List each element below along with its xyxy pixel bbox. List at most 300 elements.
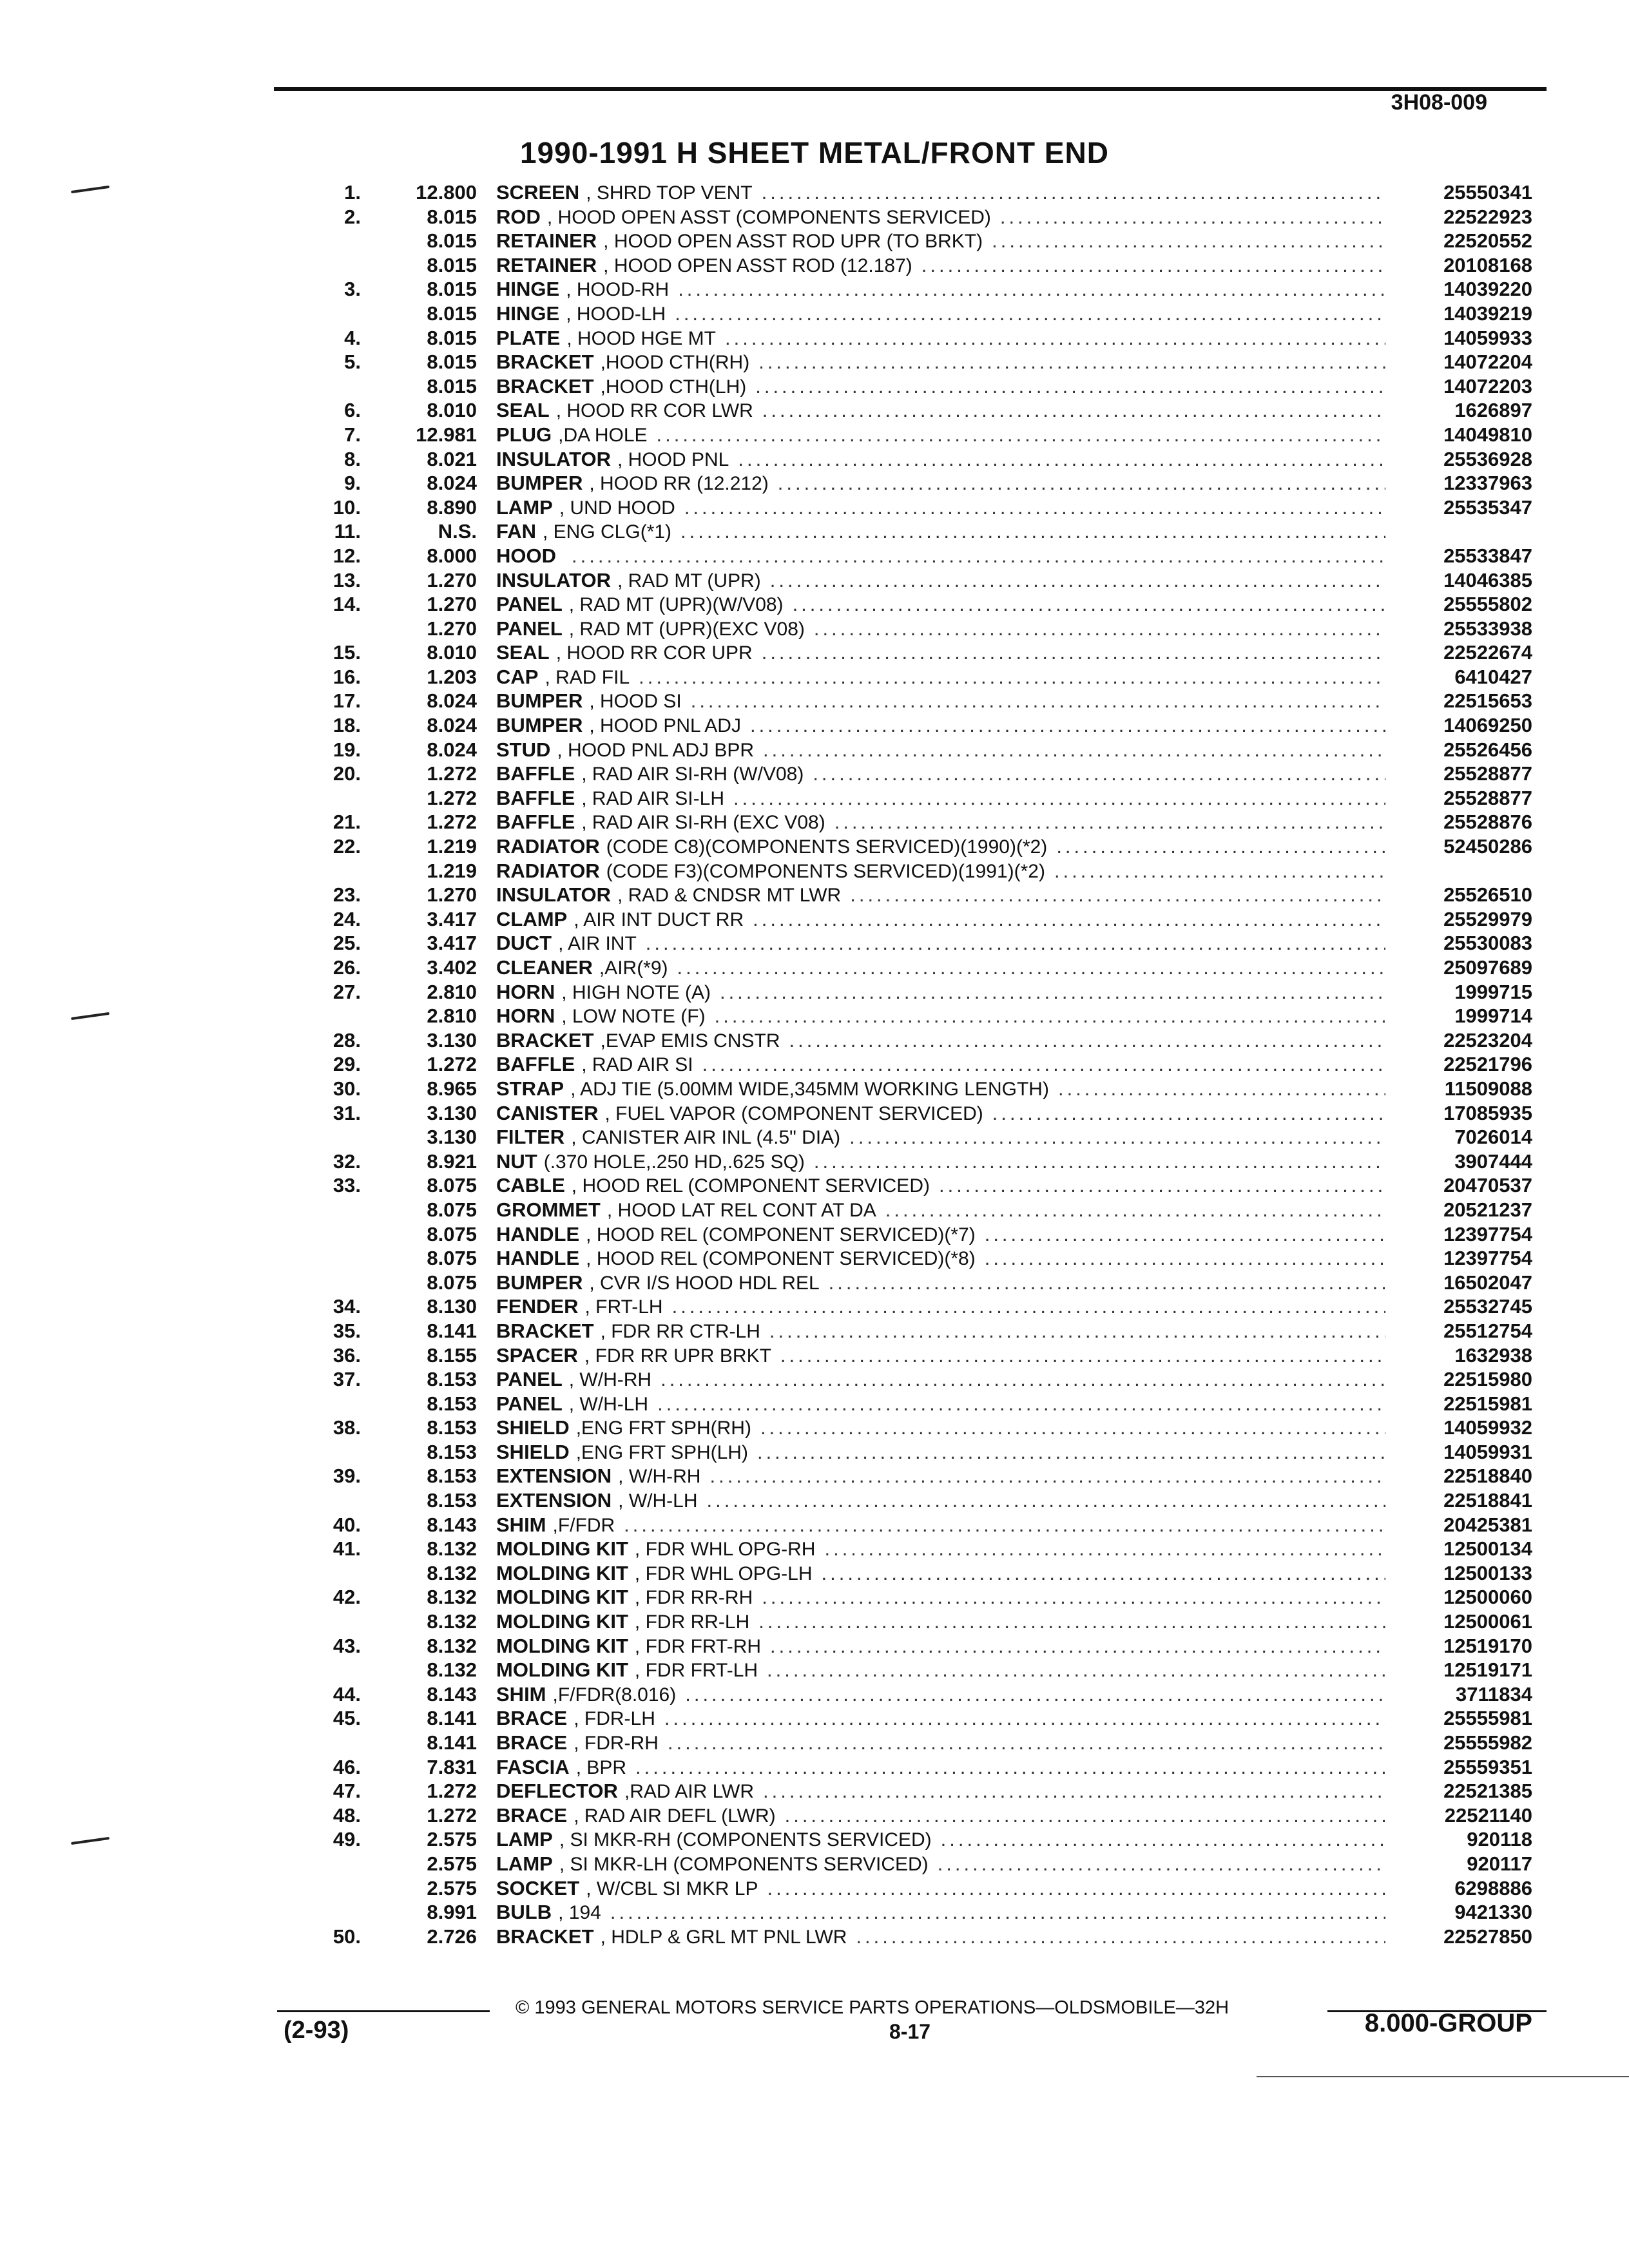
dot-leader <box>563 544 1385 568</box>
part-detail: , RAD & CNDSR MT LWR <box>617 885 842 907</box>
part-description <box>496 519 1385 544</box>
part-row <box>0 1343 1629 1368</box>
item-number: 24. <box>333 907 361 930</box>
part-noun: FILTER <box>496 1126 565 1149</box>
part-row <box>0 1101 1629 1126</box>
part-description <box>496 398 1385 423</box>
part-detail: , W/H-RH <box>568 1369 652 1391</box>
footer-rule <box>277 2010 490 2012</box>
group-number: 3.130 <box>427 1126 477 1149</box>
part-row <box>0 1658 1629 1682</box>
part-description <box>496 980 1385 1005</box>
part-row <box>0 302 1629 326</box>
part-noun: BAFFLE <box>496 811 575 834</box>
dot-leader <box>991 205 1385 229</box>
part-row <box>0 1198 1629 1222</box>
group-number: 8.153 <box>427 1465 477 1488</box>
dot-leader <box>771 1343 1385 1368</box>
part-number: 920117 <box>1467 1852 1532 1875</box>
part-description <box>496 1149 1385 1175</box>
part-description <box>496 1077 1385 1102</box>
part-number: 22515980 <box>1443 1368 1532 1391</box>
dot-leader <box>675 495 1385 520</box>
part-row <box>0 1125 1629 1149</box>
item-number: 46. <box>333 1755 361 1778</box>
item-number: 21. <box>333 811 361 834</box>
part-number: 12500060 <box>1443 1586 1532 1609</box>
item-number: 17. <box>333 689 361 713</box>
part-row <box>0 1682 1629 1707</box>
group-number: 8.024 <box>427 472 477 495</box>
header-rule <box>274 87 1547 91</box>
part-description <box>496 1004 1385 1029</box>
part-row <box>0 471 1629 495</box>
dot-leader <box>983 1101 1385 1126</box>
part-number: 14039219 <box>1443 302 1532 325</box>
group-number: 3.417 <box>427 907 477 930</box>
part-number: 25533847 <box>1443 544 1532 567</box>
part-noun: HINGE <box>496 302 560 325</box>
part-row <box>0 1755 1629 1780</box>
part-description <box>496 1052 1385 1077</box>
part-description <box>496 180 1385 206</box>
dot-leader <box>697 1488 1385 1513</box>
group-number: 8.075 <box>427 1271 477 1294</box>
part-number: 20470537 <box>1443 1174 1532 1197</box>
group-number: 8.015 <box>427 229 477 253</box>
part-noun: RETAINER <box>496 253 597 276</box>
part-row <box>0 1925 1629 1949</box>
part-number: 25512754 <box>1443 1319 1532 1342</box>
dot-leader <box>841 883 1385 907</box>
group-number: 8.153 <box>427 1392 477 1415</box>
part-row <box>0 519 1629 544</box>
part-description <box>496 1367 1385 1392</box>
part-detail: , RAD AIR SI-RH (W/V08) <box>581 764 804 785</box>
part-detail: ,EVAP EMIS CNSTR <box>600 1030 780 1052</box>
item-number: 43. <box>333 1634 361 1657</box>
part-detail: , RAD MT (UPR)(EXC V08) <box>568 618 805 640</box>
dot-leader <box>648 423 1385 447</box>
item-number: 50. <box>333 1925 361 1948</box>
part-description <box>496 883 1385 908</box>
group-number: 8.132 <box>427 1561 477 1584</box>
part-row <box>0 1610 1629 1634</box>
part-detail: , HOOD PNL ADJ BPR <box>557 739 755 761</box>
part-number: 22515653 <box>1443 689 1532 713</box>
item-number: 8. <box>344 447 361 470</box>
part-detail: , HOOD HGE MT <box>566 327 716 349</box>
item-number: 22. <box>333 835 361 858</box>
group-number: 3.130 <box>427 1101 477 1124</box>
dot-leader <box>761 568 1385 593</box>
group-number: 3.417 <box>427 932 477 955</box>
item-number: 1. <box>344 181 361 204</box>
part-noun: BUMPER <box>496 714 583 737</box>
item-number: 27. <box>333 980 361 1003</box>
dot-leader <box>746 374 1385 399</box>
part-detail: , FDR RR UPR BRKT <box>584 1345 771 1367</box>
part-description <box>496 1392 1385 1417</box>
group-number: 7.831 <box>427 1755 477 1778</box>
part-number: 25097689 <box>1443 956 1532 979</box>
dot-leader <box>983 229 1385 253</box>
part-row <box>0 568 1629 593</box>
group-number: 8.153 <box>427 1368 477 1391</box>
page-title: 1990-1991 H SHEET METAL/FRONT END <box>519 136 1109 169</box>
group-number: 1.272 <box>427 1803 477 1827</box>
part-row <box>0 1416 1629 1440</box>
item-number: 34. <box>333 1295 361 1318</box>
part-row <box>0 1852 1629 1876</box>
group-number: 8.132 <box>427 1658 477 1682</box>
date-code: (2-93) <box>284 2017 349 2044</box>
item-number: 12. <box>333 544 361 567</box>
part-description <box>496 1561 1385 1586</box>
group-number: 8.130 <box>427 1295 477 1318</box>
part-number: 14072203 <box>1443 374 1532 398</box>
part-noun: FASCIA <box>496 1755 570 1778</box>
part-detail: , 194 <box>558 1902 601 1924</box>
group-number: 8.143 <box>427 1682 477 1706</box>
part-description <box>496 1731 1385 1756</box>
part-noun: FAN <box>496 520 536 543</box>
part-row <box>0 1537 1629 1561</box>
part-noun: PLATE <box>496 326 561 349</box>
part-number: 14049810 <box>1443 423 1532 446</box>
dot-leader <box>663 1294 1385 1319</box>
part-description <box>496 859 1385 884</box>
part-number: 25526456 <box>1443 738 1532 761</box>
group-number: 2.575 <box>427 1828 477 1851</box>
part-description <box>496 1222 1385 1247</box>
part-number: 12519170 <box>1443 1634 1532 1657</box>
part-noun: SOCKET <box>496 1876 580 1899</box>
part-number: 22520552 <box>1443 229 1532 253</box>
part-row <box>0 859 1629 883</box>
part-detail: , HOOD LAT REL CONT AT DA <box>606 1199 876 1221</box>
part-row <box>0 1561 1629 1586</box>
part-noun: BRACKET <box>496 1319 594 1342</box>
part-row <box>0 980 1629 1004</box>
item-number: 39. <box>333 1465 361 1488</box>
part-number: 12397754 <box>1443 1247 1532 1270</box>
dot-leader <box>700 1464 1385 1488</box>
item-number: 20. <box>333 762 361 785</box>
part-detail: , CANISTER AIR INL (4.5" DIA) <box>571 1127 841 1149</box>
part-row <box>0 1028 1629 1053</box>
part-row <box>0 1876 1629 1901</box>
part-row <box>0 447 1629 472</box>
part-row <box>0 689 1629 713</box>
part-description <box>496 1125 1385 1150</box>
part-number: 6298886 <box>1454 1876 1532 1899</box>
copyright-line: © 1993 GENERAL MOTORS SERVICE PARTS OPERATIONS—OLDSMOBILE—32H <box>516 1997 1229 2018</box>
part-noun: MOLDING KIT <box>496 1586 628 1609</box>
part-number: 16502047 <box>1443 1271 1532 1294</box>
group-number: 8.991 <box>427 1901 477 1924</box>
part-number: 52450286 <box>1443 835 1532 858</box>
item-number: 2. <box>344 205 361 228</box>
part-number: 25550341 <box>1443 181 1532 204</box>
group-number: 8.075 <box>427 1222 477 1245</box>
part-description <box>496 1876 1385 1901</box>
part-number: 14059932 <box>1443 1416 1532 1439</box>
item-number: 4. <box>344 326 361 349</box>
part-description <box>496 931 1385 956</box>
item-number: 30. <box>333 1077 361 1100</box>
item-number: 47. <box>333 1780 361 1803</box>
part-description <box>496 738 1385 763</box>
item-number: 41. <box>333 1537 361 1561</box>
item-number: 49. <box>333 1828 361 1851</box>
item-number: 9. <box>344 472 361 495</box>
part-noun: PANEL <box>496 593 563 616</box>
part-description <box>496 617 1385 642</box>
group-number: 8.015 <box>427 374 477 398</box>
item-number: 31. <box>333 1101 361 1124</box>
group-number: 12.981 <box>416 423 477 446</box>
part-detail: , BPR <box>575 1756 627 1778</box>
part-description <box>496 1173 1385 1198</box>
item-number: 40. <box>333 1513 361 1536</box>
dot-leader <box>976 1246 1385 1271</box>
group-number: 8.153 <box>427 1489 477 1512</box>
part-number: 25532745 <box>1443 1295 1532 1318</box>
group-number: 8.015 <box>427 205 477 228</box>
dot-leader <box>753 640 1385 665</box>
part-noun: BRACKET <box>496 374 594 398</box>
part-description <box>496 907 1385 932</box>
dot-leader <box>1049 1077 1385 1101</box>
part-description <box>496 1900 1385 1925</box>
dot-leader <box>630 665 1385 689</box>
part-number: 12397754 <box>1443 1222 1532 1245</box>
part-row <box>0 1149 1629 1174</box>
item-number: 45. <box>333 1707 361 1730</box>
part-row <box>0 374 1629 399</box>
group-number: 8.075 <box>427 1247 477 1270</box>
part-number: 22518840 <box>1443 1465 1532 1488</box>
part-noun: SHIM <box>496 1513 546 1536</box>
part-description <box>496 640 1385 666</box>
part-detail: , SI MKR-RH (COMPONENTS SERVICED) <box>559 1829 932 1851</box>
dot-leader <box>671 519 1385 544</box>
part-number: 22527850 <box>1443 1925 1532 1948</box>
group-number: 1.270 <box>427 883 477 907</box>
group-number: 8.075 <box>427 1198 477 1221</box>
part-noun: MOLDING KIT <box>496 1537 628 1561</box>
group-number: 1.219 <box>427 859 477 882</box>
part-detail: , SHRD TOP VENT <box>586 182 753 204</box>
part-description <box>496 423 1385 448</box>
part-number: 17085935 <box>1443 1101 1532 1124</box>
group-number: 1.270 <box>427 617 477 640</box>
part-detail: , FRT-LH <box>584 1296 663 1318</box>
part-description <box>496 1319 1385 1344</box>
item-number: 37. <box>333 1368 361 1391</box>
part-detail: , AIR INT <box>558 933 637 955</box>
part-noun: SHIELD <box>496 1416 570 1439</box>
part-noun: SHIELD <box>496 1440 570 1463</box>
part-noun: FENDER <box>496 1295 579 1318</box>
group-number: 1.272 <box>427 1053 477 1076</box>
dot-leader <box>758 1658 1385 1682</box>
part-detail: , HOOD-RH <box>566 279 670 301</box>
part-noun: MOLDING KIT <box>496 1561 628 1584</box>
part-row <box>0 1779 1629 1803</box>
part-noun: CAP <box>496 665 539 688</box>
part-noun: INSULATOR <box>496 883 611 907</box>
item-number: 48. <box>333 1803 361 1827</box>
part-detail: , FDR-LH <box>574 1708 655 1730</box>
part-number: 22521385 <box>1443 1780 1532 1803</box>
dot-leader <box>637 931 1385 956</box>
group-number: 8.021 <box>427 447 477 470</box>
item-number: 26. <box>333 956 361 979</box>
part-number: 3711834 <box>1456 1682 1532 1706</box>
dot-leader <box>626 1755 1385 1780</box>
dot-leader <box>741 713 1385 738</box>
part-description <box>496 1343 1385 1369</box>
item-number: 16. <box>333 665 361 688</box>
part-row <box>0 931 1629 956</box>
part-noun: SEAL <box>496 641 550 664</box>
dot-leader <box>693 1052 1385 1077</box>
part-noun: BUMPER <box>496 472 583 495</box>
dot-leader <box>780 1028 1385 1053</box>
group-number: N.S. <box>438 520 477 543</box>
part-detail: ,HOOD CTH(LH) <box>600 376 747 398</box>
part-number: 14072204 <box>1443 351 1532 374</box>
part-row <box>0 713 1629 738</box>
part-description <box>496 1634 1385 1659</box>
dot-leader <box>716 326 1385 351</box>
dot-leader <box>748 1440 1385 1465</box>
item-number: 42. <box>333 1586 361 1609</box>
part-noun: RADIATOR <box>496 859 600 882</box>
part-noun: NUT <box>496 1149 537 1173</box>
group-number: 1.272 <box>427 1780 477 1803</box>
group-number: 1.270 <box>427 593 477 616</box>
part-number: 7026014 <box>1454 1126 1532 1149</box>
part-description <box>496 1198 1385 1223</box>
part-row <box>0 180 1629 205</box>
part-row <box>0 810 1629 834</box>
part-row <box>0 956 1629 980</box>
part-row <box>0 665 1629 689</box>
group-number: 8.965 <box>427 1077 477 1100</box>
part-number: 25555981 <box>1443 1707 1532 1730</box>
group-number: 8.015 <box>427 326 477 349</box>
part-description <box>496 1294 1385 1320</box>
part-detail: , FDR WHL OPG-RH <box>634 1539 816 1561</box>
part-number: 14059933 <box>1443 326 1532 349</box>
group-number: 1.272 <box>427 762 477 785</box>
item-number: 44. <box>333 1682 361 1706</box>
part-description <box>496 689 1385 714</box>
part-detail: , W/H-RH <box>618 1466 701 1488</box>
dot-leader <box>706 1004 1385 1028</box>
part-description <box>496 1585 1385 1610</box>
item-number: 7. <box>344 423 361 446</box>
part-row <box>0 738 1629 762</box>
group-number: 8.075 <box>427 1174 477 1197</box>
part-number: 3907444 <box>1454 1149 1532 1173</box>
group-number: 8.132 <box>427 1634 477 1657</box>
group-number: 8.132 <box>427 1610 477 1633</box>
part-description <box>496 1440 1385 1465</box>
part-description <box>496 1537 1385 1562</box>
part-noun: BRACE <box>496 1707 568 1730</box>
group-number: 8.153 <box>427 1440 477 1463</box>
item-number: 3. <box>344 278 361 301</box>
part-row <box>0 350 1629 374</box>
part-row <box>0 1052 1629 1077</box>
part-description <box>496 568 1385 593</box>
group-number: 8.015 <box>427 351 477 374</box>
item-number: 29. <box>333 1053 361 1076</box>
part-number: 25528877 <box>1443 786 1532 809</box>
part-noun: BRACKET <box>496 351 594 374</box>
part-row <box>0 1900 1629 1925</box>
part-noun: DEFLECTOR <box>496 1780 618 1803</box>
group-number: 8.153 <box>427 1416 477 1439</box>
part-detail: ,ENG FRT SPH(LH) <box>575 1441 748 1463</box>
group-number: 8.015 <box>427 302 477 325</box>
group-number: 8.010 <box>427 641 477 664</box>
part-row <box>0 1464 1629 1488</box>
part-row <box>0 1294 1629 1319</box>
part-noun: BAFFLE <box>496 1053 575 1076</box>
group-number: 2.810 <box>427 980 477 1003</box>
item-number: 38. <box>333 1416 361 1439</box>
part-detail: , HOOD REL (COMPONENT SERVICED)(*8) <box>586 1248 976 1270</box>
part-detail: , HIGH NOTE (A) <box>561 981 711 1003</box>
part-number: 12500134 <box>1443 1537 1532 1561</box>
part-description <box>496 1706 1385 1731</box>
part-description <box>496 350 1385 375</box>
part-row <box>0 253 1629 278</box>
part-detail: , FDR FRT-LH <box>634 1660 758 1682</box>
dot-leader <box>659 1731 1385 1755</box>
part-number: 1632938 <box>1454 1343 1532 1367</box>
part-detail: , LOW NOTE (F) <box>561 1006 706 1028</box>
group-number: 3.402 <box>427 956 477 979</box>
part-description <box>496 1803 1385 1829</box>
part-number: 6410427 <box>1454 665 1532 688</box>
part-number: 1626897 <box>1454 399 1532 422</box>
dot-leader <box>601 1900 1385 1925</box>
part-number: 920118 <box>1467 1828 1532 1851</box>
part-number: 25528877 <box>1443 762 1532 785</box>
part-number: 9421330 <box>1454 1901 1532 1924</box>
part-detail: ,ENG FRT SPH(RH) <box>575 1418 751 1439</box>
part-number: 25529979 <box>1443 907 1532 930</box>
part-detail: , ADJ TIE (5.00MM WIDE,345MM WORKING LENGTH) <box>570 1078 1049 1100</box>
dot-leader <box>805 617 1385 641</box>
group-number: 1.203 <box>427 665 477 688</box>
part-noun: BRACKET <box>496 1028 594 1052</box>
part-description <box>496 1271 1385 1296</box>
part-number: 22518841 <box>1443 1489 1532 1512</box>
dot-leader <box>615 1513 1385 1537</box>
part-description <box>496 205 1385 230</box>
part-noun: HORN <box>496 1004 555 1028</box>
part-number: 12500133 <box>1443 1561 1532 1584</box>
part-number: 22521796 <box>1443 1053 1532 1076</box>
part-number: 14069250 <box>1443 714 1532 737</box>
